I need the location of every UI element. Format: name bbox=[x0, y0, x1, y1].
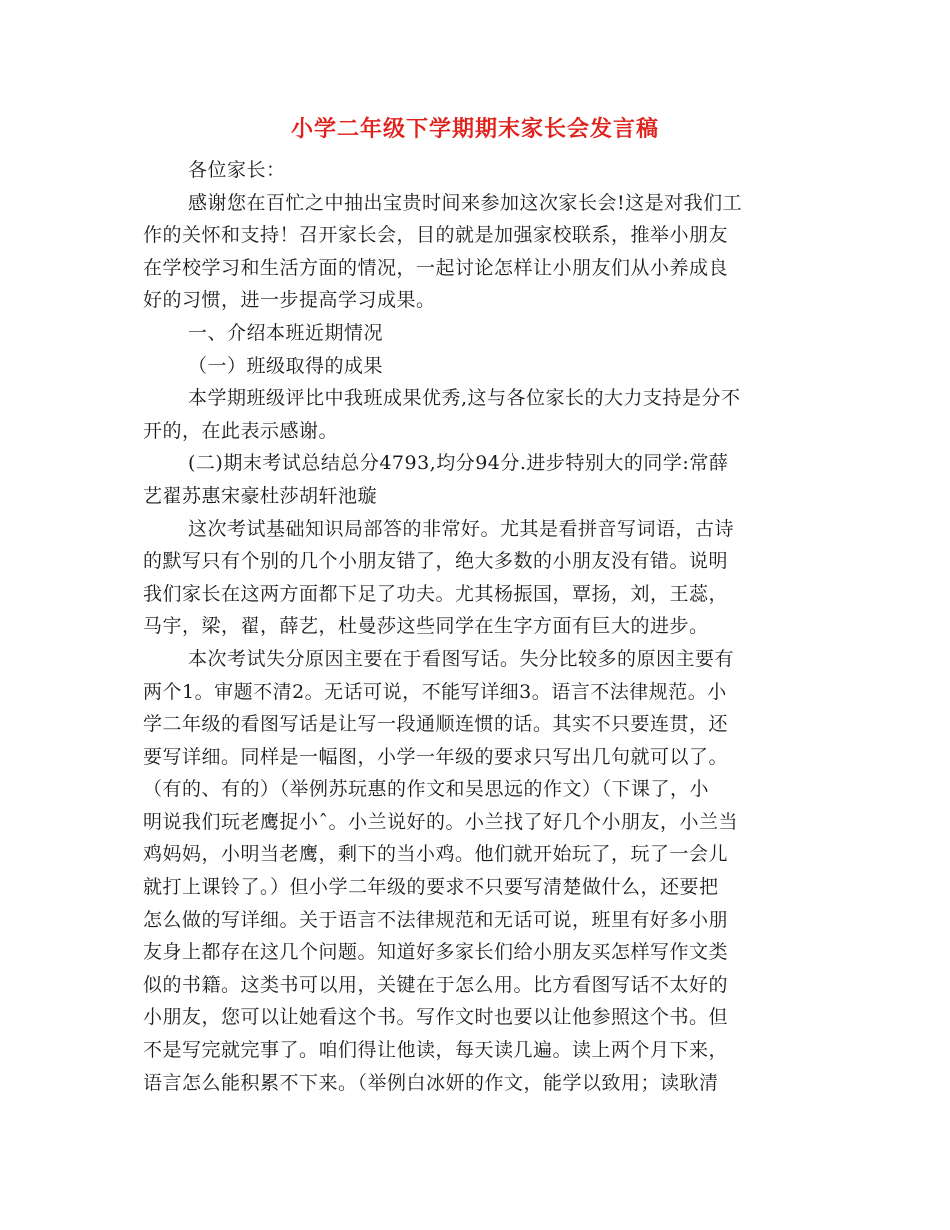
body-line: 语言怎么能积累不下来。（举例白冰妍的作文，能学以致用；读耿清 bbox=[143, 1071, 719, 1094]
body-line: 学二年级的看图写话是让写一段通顺连惯的话。其实不只要连贯，还 bbox=[143, 713, 729, 736]
body-line: 作的关怀和支持！召开家长会，目的就是加强家校联系，推举小朋友 bbox=[143, 224, 729, 247]
document-title: 小学二年级下学期期末家长会发言稿 bbox=[290, 116, 659, 142]
body-line: 马宇，梁，翟，薛艺，杜曼莎这些同学在生字方面有巨大的进步。 bbox=[143, 615, 709, 638]
body-line: 各位家长： bbox=[188, 159, 286, 181]
body-line: 似的书籍。这类书可以用，关键在于怎么用。比方看图写话不太好的 bbox=[143, 973, 729, 996]
body-line: 小朋友，您可以让她看这个书。写作文时也要以让他参照这个书。但 bbox=[143, 1006, 729, 1029]
body-line: 要写详细。同样是一幅图，小学一年级的要求只写出几句就可以了。 bbox=[143, 745, 729, 768]
body-line: (二)期末考试总结总分4793,均分94分.进步特别大的同学:常薛 bbox=[188, 452, 729, 475]
body-line: 的默写只有个别的几个小朋友错了，绝大多数的小朋友没有错。说明 bbox=[143, 550, 729, 573]
body-line: 本次考试失分原因主要在于看图写话。失分比较多的原因主要有 bbox=[188, 647, 735, 670]
body-line: （一）班级取得的成果 bbox=[188, 354, 384, 377]
body-line: 这次考试基础知识局部答的非常好。尤其是看拼音写词语，古诗 bbox=[188, 517, 735, 540]
body-line: 友身上都存在这几个问题。知道好多家长们给小朋友买怎样写作文类 bbox=[143, 941, 729, 964]
body-line: 明说我们玩老鹰捉小ˆ。小兰说好的。小兰找了好几个小朋友，小兰当 bbox=[143, 810, 739, 833]
body-line: 好的习惯，进一步提高学习成果。 bbox=[143, 289, 436, 312]
body-line: 一、介绍本班近期情况 bbox=[188, 321, 384, 344]
body-line: 感谢您在百忙之中抽出宝贵时间来参加这次家长会!这是对我们工 bbox=[188, 191, 743, 214]
body-line: 在学校学习和生活方面的情况，一起讨论怎样让小朋友们从小养成良 bbox=[143, 256, 729, 279]
body-line: 两个1。审题不清2。无话可说，不能写详细3。语言不法律规范。小 bbox=[143, 680, 727, 703]
body-line: 本学期班级评比中我班成果优秀,这与各位家长的大力支持是分不 bbox=[188, 387, 741, 410]
document-body bbox=[143, 154, 813, 1099]
body-line: 鸡妈妈，小明当老鹰，剩下的当小鸡。他们就开始玩了，玩了一会儿 bbox=[143, 843, 729, 866]
body-line: 艺翟苏惠宋豪杜莎胡轩池璇 bbox=[143, 484, 378, 507]
body-line: 不是写完就完事了。咱们得让他读，每天读几遍。读上两个月下来， bbox=[143, 1039, 729, 1062]
body-line: 就打上课铃了。）但小学二年级的要求不只要写清楚做什么，还要把 bbox=[143, 876, 719, 899]
body-line: 开的，在此表示感谢。 bbox=[143, 419, 339, 442]
body-line: 我们家长在这两方面都下足了功夫。尤其杨振国，覃扬，刘，王蕊， bbox=[143, 582, 729, 605]
body-line: （有的、有的）（举例苏玩惠的作文和吴思远的作文）（下课了，小 bbox=[143, 778, 710, 801]
body-line: 怎么做的写详细。关于语言不法律规范和无话可说，班里有好多小朋 bbox=[143, 908, 729, 931]
